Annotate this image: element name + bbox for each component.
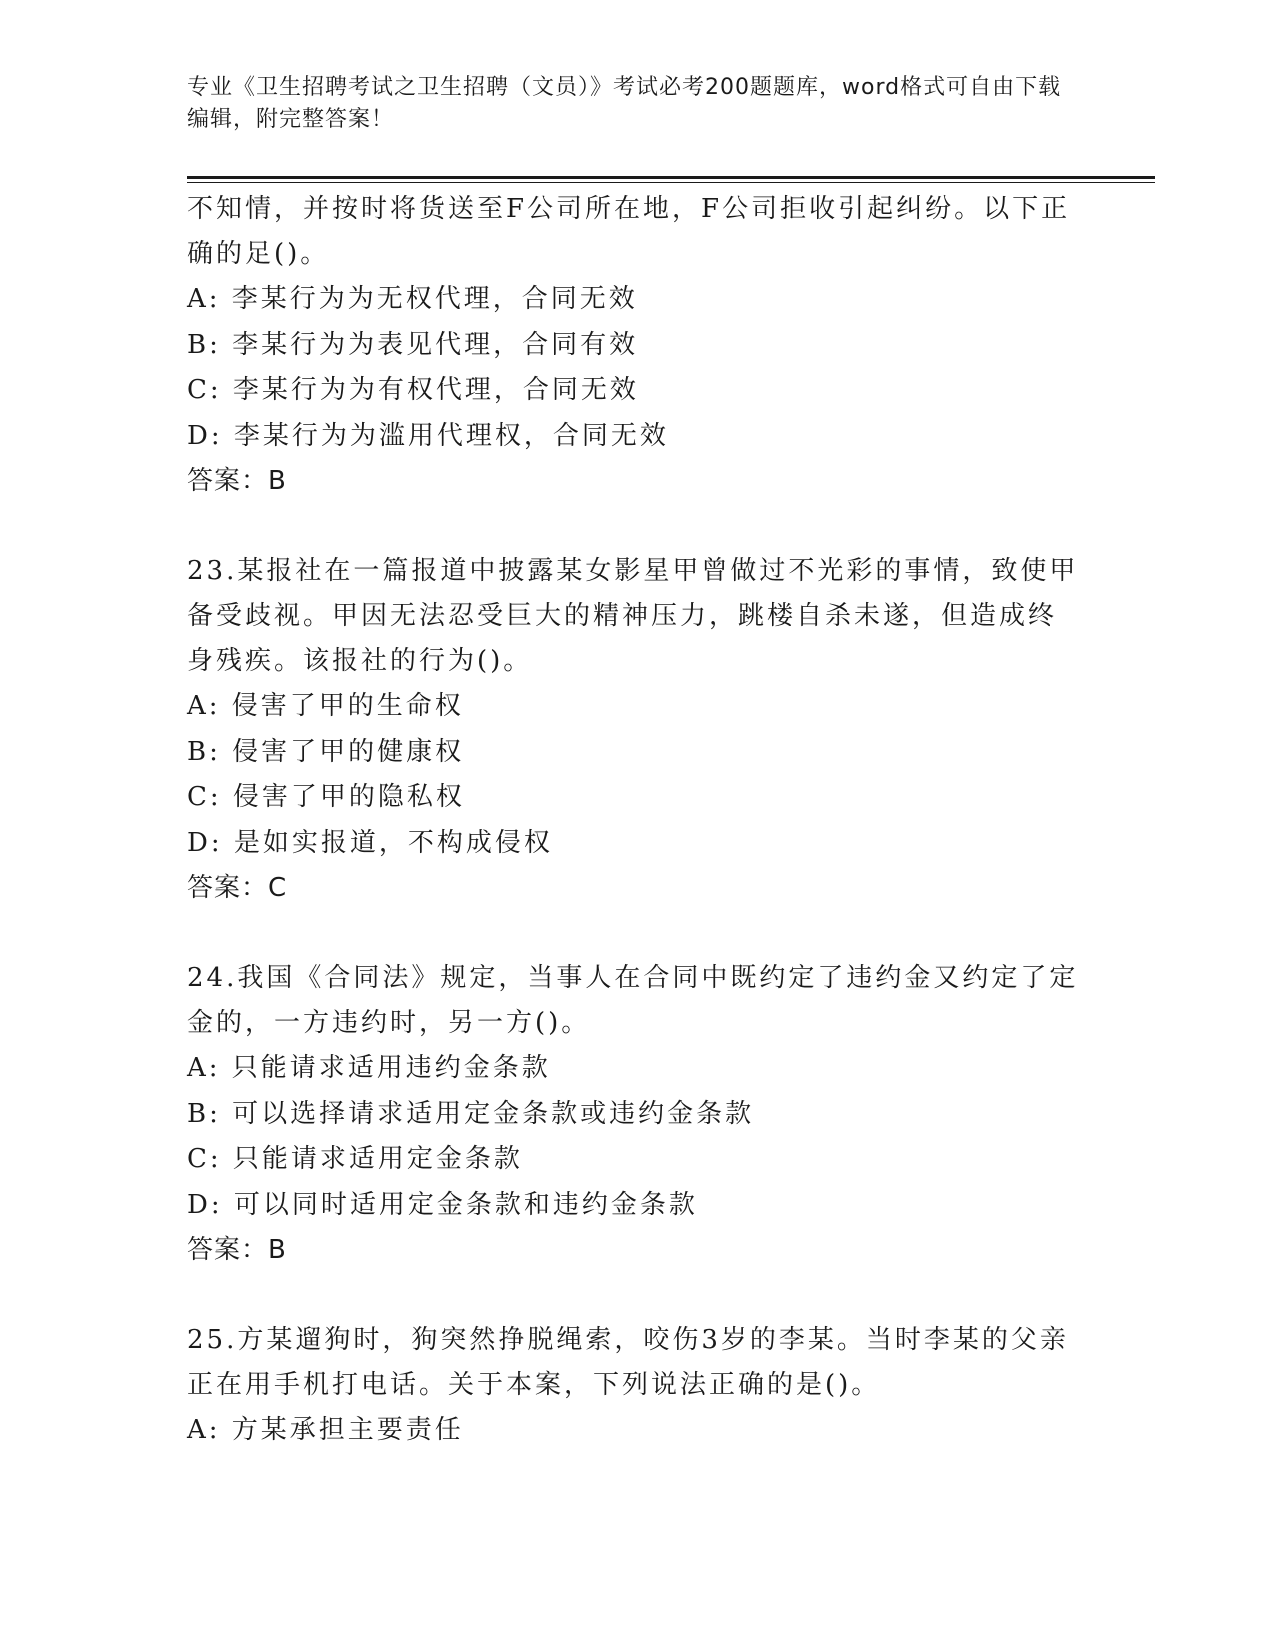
- option-c: C: 李某行为为有权代理，合同无效: [187, 375, 639, 405]
- header-rule-thick: [187, 176, 1155, 179]
- option-a: A: 只能请求适用违约金条款: [187, 1053, 551, 1083]
- option-d: D: 李某行为为滥用代理权，合同无效: [187, 420, 669, 451]
- document-header: 专业《卫生招聘考试之卫生招聘（文员）》考试必考200题题库，word格式可自由下载编辑，附完整答案！: [187, 75, 1062, 132]
- answer-line: 答案：C: [187, 873, 288, 903]
- question-22: [187, 187, 1087, 504]
- option-a: A: 方某承担主要责任: [187, 1415, 464, 1445]
- option-d: D: 可以同时适用定金条款和违约金条款: [187, 1189, 698, 1220]
- header-rule-thin: [187, 182, 1155, 183]
- question-23: [187, 549, 1087, 911]
- answer-line: 答案：B: [187, 466, 287, 496]
- question-stem-line: 正在用手机打电话。关于本案，下列说法正确的是()。: [187, 1370, 881, 1400]
- option-a: A: 侵害了甲的生命权: [187, 691, 464, 721]
- option-a: A: 李某行为为无权代理，合同无效: [187, 284, 638, 314]
- question-stem-line: 金的，一方违约时，另一方()。: [187, 1008, 591, 1038]
- question-stem-line: 备受歧视。甲因无法忍受巨大的精神压力，跳楼自杀未遂，但造成终: [187, 601, 1058, 631]
- option-b: B: 侵害了甲的健康权: [187, 736, 465, 767]
- question-stem-line: 23.某报社在一篇报道中披露某女影星甲曾做过不光彩的事情，致使甲: [187, 556, 1079, 586]
- question-stem-line: 确的足()。: [187, 239, 330, 269]
- option-b: B: 可以选择请求适用定金条款或违约金条款: [187, 1098, 755, 1129]
- question-stem-line: 身残疾。该报社的行为()。: [187, 646, 533, 676]
- question-stem-line: 25.方某遛狗时，狗突然挣脱绳索，咬伤3岁的李某。当时李某的父亲: [187, 1325, 1069, 1355]
- option-d: D: 是如实报道，不构成侵权: [187, 827, 553, 858]
- answer-line: 答案：B: [187, 1235, 287, 1265]
- question-stem-line: 不知情，并按时将货送至F公司所在地，F公司拒收引起纠纷。以下正: [187, 194, 1071, 224]
- question-stem-line: 24.我国《合同法》规定，当事人在合同中既约定了违约金又约定了定: [187, 963, 1079, 993]
- option-b: B: 李某行为为表见代理，合同有效: [187, 329, 639, 360]
- question-list: [187, 187, 1087, 1454]
- option-c: C: 侵害了甲的隐私权: [187, 782, 465, 812]
- option-c: C: 只能请求适用定金条款: [187, 1144, 523, 1174]
- question-24: [187, 956, 1087, 1273]
- question-25: [187, 1318, 1087, 1454]
